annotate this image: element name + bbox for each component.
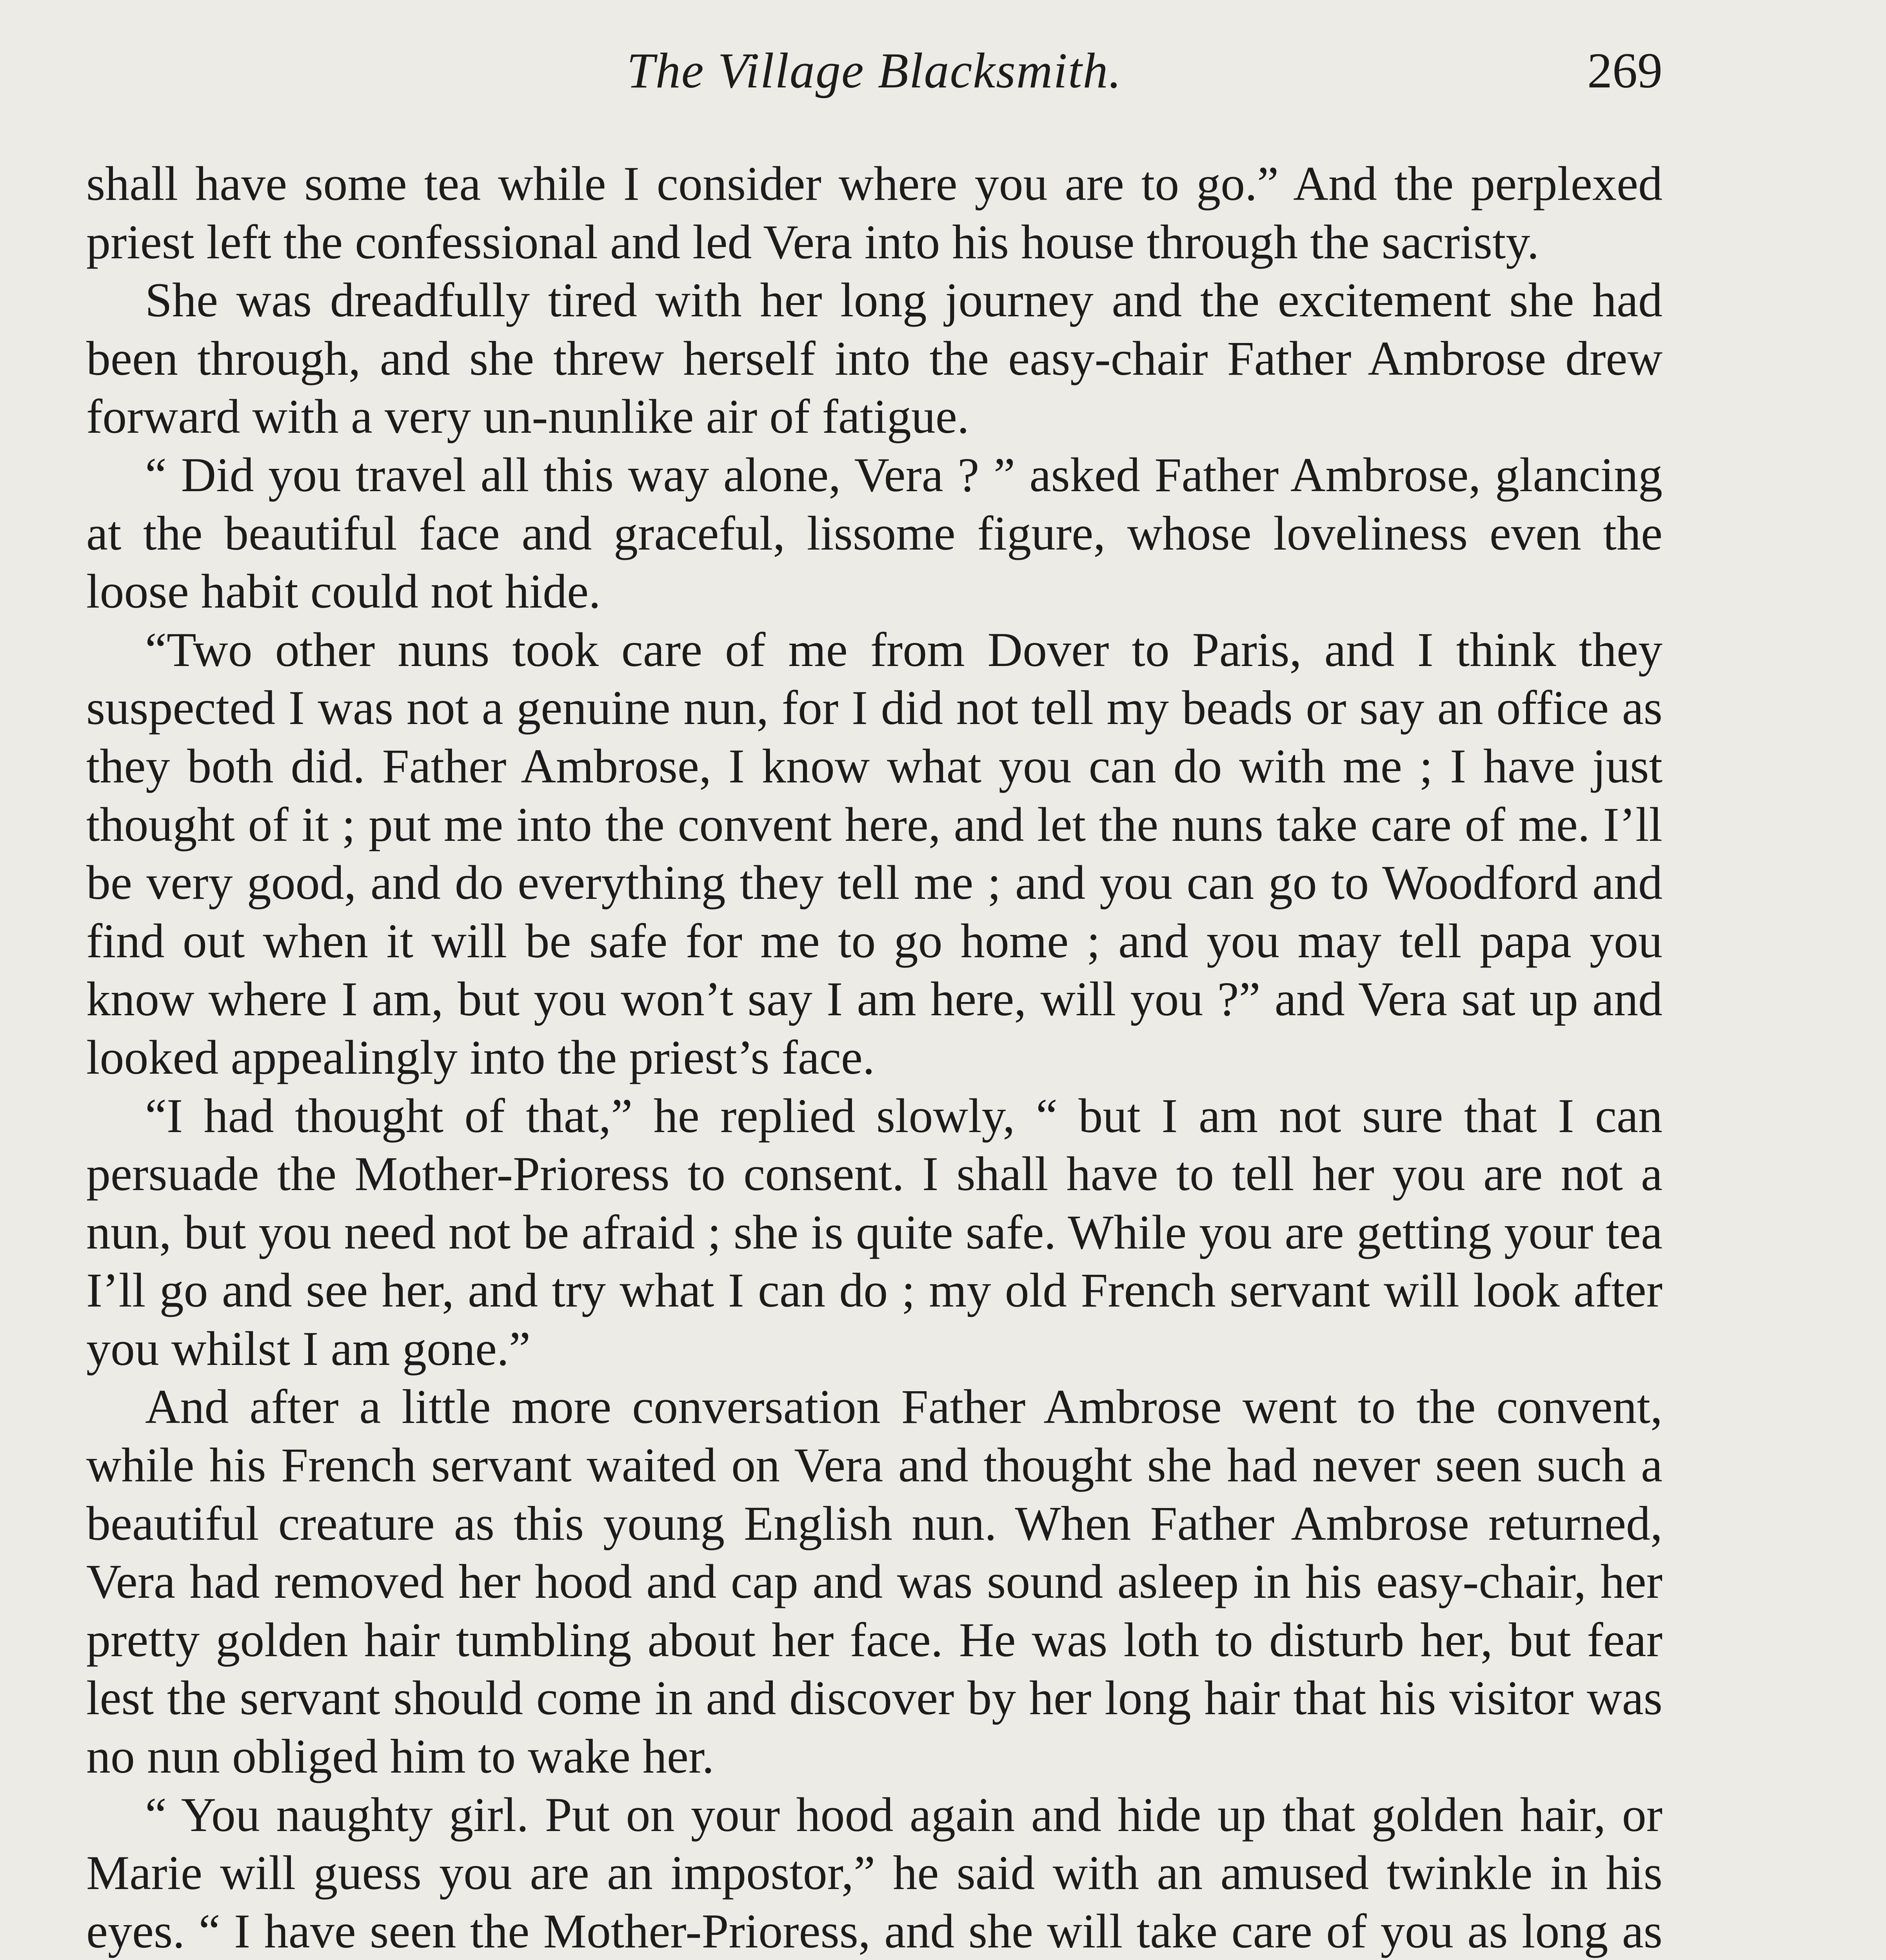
page-header — [86, 37, 1663, 104]
paragraph: “Two other nuns took care of me from Dover to Paris, and I think they suspected I was not a genuine nun, for I did not tell my beads or say an office as they both did. Father Ambrose, I know what you can do with me ; I have just thought of it ; put me into the convent here, and let the nuns take care of me. I’ll be very good, and do everything they tell me ; and you can go to Woodford and find out when it will be safe for me to go home ; and you may tell papa you know where I am, but you won’t say I am here, will you ?” and Vera sat up and looked appealingly into the priest’s face. — [86, 622, 1663, 1084]
page-number: 269 — [1587, 43, 1663, 98]
paragraph: “ You naughty girl. Put on your hood again and hide up that golden hair, or Marie will guess you are an impostor,” he said with an amused twinkle in his eyes. “ I have seen the Mother-Prioress, and she will take care of you as long as — [86, 1788, 1663, 1958]
paragraph: “ Did you travel all this way alone, Vera ? ” asked Father Ambrose, glancing at the beautiful face and graceful, lissome figure, whose loveliness even the loose habit could not hide. — [86, 448, 1663, 619]
paragraph: She was dreadfully tired with her long journey and the excitement she had been through, and she threw herself into the easy-chair Father Ambrose drew forward with a very un-nunlike air of fatigue. — [86, 273, 1663, 444]
paragraph: And after a little more conversation Father Ambrose went to the convent, while his French servant waited on Vera and thought she had never seen such a beautiful creature as this young English nun. When Father Ambrose returned, Vera had removed her hood and cap and was sound asleep in his easy-chair, her pretty golden hair tumbling about her face. He was loth to disturb her, but fear lest the servant should come in and discover by her long hair that his visitor was no nun obliged him to wake her. — [86, 1380, 1663, 1784]
body-text — [86, 155, 1663, 1960]
paragraph: “I had thought of that,” he replied slowly, “ but I am not sure that I can persuade the Mother-Prioress to consent. I shall have to tell her you are not a nun, but you need not be afraid ; she is quite safe. While you are getting your tea I’ll go and see her, and try what I can do ; my old French servant will look after you whilst I am gone.” — [86, 1089, 1663, 1376]
paragraph: shall have some tea while I consider where you are to go.” And the perplexed priest left the confessional and led Vera into his house through the sacristy. — [86, 157, 1663, 269]
running-title: The Village Blacksmith. — [627, 43, 1122, 98]
